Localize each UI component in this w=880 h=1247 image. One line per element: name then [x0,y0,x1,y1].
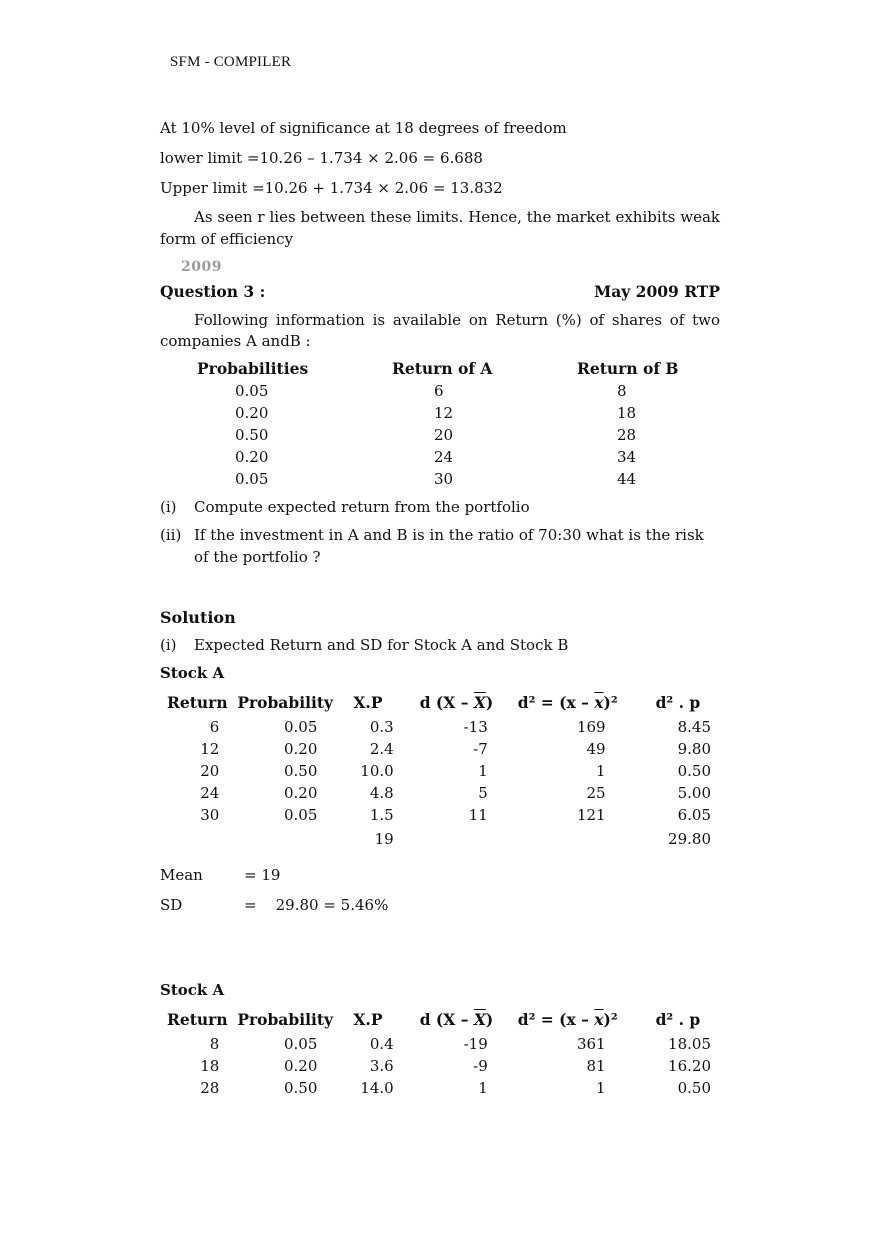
table-cell: 0.50 [677,1079,711,1098]
stock-a-title: Stock A [160,664,225,683]
deviation-close: ) [485,692,494,712]
col-header-xp: X.P [353,1009,383,1029]
table-cell: 2.4 [369,740,394,759]
table-cell: 12 [200,740,220,759]
table-cell: -9 [473,1057,488,1076]
table-cell: -7 [473,740,488,759]
table-cell: 0.50 [284,1079,318,1098]
col-header-deviation [410,689,506,717]
table-cell: 1 [596,1079,606,1098]
table-row [197,403,687,425]
table-cell: 81 [586,1057,606,1076]
table-cell: 14.0 [360,1079,394,1098]
d-squared-close: )² [603,692,618,712]
table-cell: 1 [478,762,488,781]
table-row [197,381,687,403]
table-cell: 12 [434,404,454,423]
item-text: Compute expected return from the portfolio [194,498,530,517]
mean-row [160,865,720,887]
table-cell: 30 [434,470,454,489]
page-content [160,118,720,1100]
table-cell: 25 [586,784,606,803]
table-cell: 6.05 [677,806,711,825]
d-squared-label: d² = (x – [517,1009,595,1029]
col-header-return-b: Return of B [577,358,679,378]
table-cell: 5 [478,784,488,803]
table-cell: 0.05 [235,382,269,401]
table-cell: 49 [586,740,606,759]
table-cell: 0.50 [677,762,711,781]
table-cell: 0.4 [369,1035,394,1054]
intro-paragraph: As seen r lies between these limits. Hence, the market exhibits weak form of efficiency [160,208,720,248]
question-text: Following information is available on Return (%) of shares of two companies A andB : [160,310,720,351]
table-header-row [167,1006,720,1034]
col-header-return: Return [167,1009,228,1029]
stock-b-title: Stock A [160,981,225,1000]
table-cell: 18 [617,404,637,423]
table-cell: 11 [468,806,488,825]
intro-line-2: lower limit =10.26 – 1.734 × 2.06 = 6.688 [160,148,483,167]
table-cell: 0.20 [235,404,269,423]
table-cell: 44 [617,470,637,489]
table-cell: 361 [576,1035,606,1054]
col-header-d-squared-p: d² . p [655,692,701,712]
col-header-d-squared [506,1006,636,1034]
question-item-2 [160,525,720,569]
table-cell: 6 [209,718,220,737]
table-cell: 30 [200,806,220,825]
table-row [167,1056,720,1078]
table-cell: 3.6 [369,1057,394,1076]
col-header-probability: Probability [237,1009,334,1029]
intro-line-3: Upper limit =10.26 + 1.734 × 2.06 = 13.832 [160,178,503,197]
table-header-row [167,689,720,717]
col-header-probability: Probability [237,692,334,712]
mean-value: = 19 [244,865,281,884]
solution-item-1 [160,635,720,657]
item-number: (i) [160,498,177,517]
question-label: Question 3 : [160,282,266,302]
intro-line-1: At 10% level of significance at 18 degrees of freedom [160,119,567,137]
table-cell: 10.0 [360,762,394,781]
col-header-return-a: Return of A [392,358,493,378]
table-total-row [167,827,720,853]
year-tag: 2009 [181,258,222,275]
deviation-close: ) [485,1009,494,1029]
item-number: (i) [160,636,177,655]
table-cell: 0.20 [284,740,318,759]
table-cell: 24 [200,784,220,803]
mean-bar-symbol: $\overline{x}$ [594,1009,604,1029]
table-cell: 6 [434,382,444,401]
table-cell: 121 [576,806,606,825]
table-cell: 20 [200,762,220,781]
table-cell: 1 [596,762,606,781]
mean-bar-symbol: $\overline{X}$ [473,692,486,712]
col-header-return: Return [167,692,228,712]
table-cell: 20 [434,426,454,445]
table-cell: 34 [617,448,637,467]
mean-bar-symbol: $\overline{x}$ [594,692,604,712]
item-number: (ii) [160,525,182,544]
table-cell: 0.20 [284,1057,318,1076]
table-cell: 24 [434,448,454,467]
table-row [167,1034,720,1056]
col-header-d-squared-p: d² . p [655,1009,701,1029]
item-text: Expected Return and SD for Stock A and Stock B [194,636,569,655]
table-row [197,447,687,469]
table-cell: 0.05 [284,718,318,737]
deviation-label: d (X – [419,1009,474,1029]
sd-label: SD [160,895,183,914]
table-cell: 8.45 [677,718,711,737]
sd-row [160,895,720,917]
col-header-deviation [410,1006,506,1034]
table-cell: 8 [209,1035,220,1054]
stock-a-table [167,689,720,853]
table-cell: 28 [200,1079,220,1098]
question-header [160,281,720,303]
table-cell: -13 [463,718,488,737]
table-cell: 0.20 [235,448,269,467]
stock-b-table [167,1006,720,1100]
table-cell: 4.8 [369,784,394,803]
table-cell: 0.05 [284,806,318,825]
d-squared-label: d² = (x – [517,692,595,712]
page-header: SFM - COMPILER [170,54,292,70]
table-cell: 5.00 [677,784,711,803]
table-cell: 0.05 [284,1035,318,1054]
sd-value: = 29.80 = 5.46% [244,895,389,914]
table-cell: 169 [576,718,606,737]
item-text: If the investment in A and B is in the ratio of 70:30 what is the risk of the portfolio ? [194,525,704,566]
mean-label: Mean [160,865,203,884]
table-cell: 18.05 [668,1035,711,1054]
mean-bar-symbol: $\overline{X}$ [473,1009,486,1029]
table-cell: 0.50 [235,426,269,445]
table-row [197,425,687,447]
table-cell: 0.50 [284,762,318,781]
table-row [167,761,720,783]
table-cell: 0.3 [369,718,394,737]
probability-table [197,357,687,491]
d-squared-close: )² [603,1009,618,1029]
deviation-label: d (X – [419,692,474,712]
table-cell: 28 [617,426,637,445]
table-cell: 9.80 [677,740,711,759]
table-row [167,783,720,805]
table-header-row [197,357,687,381]
question-item-1 [160,497,720,519]
table-cell: 8 [617,382,627,401]
table-cell: 16.20 [668,1057,711,1076]
table-cell: 1.5 [369,806,394,825]
total-xp: 19 [374,830,394,849]
table-row [167,717,720,739]
table-row [167,1078,720,1100]
solution-heading: Solution [160,608,236,628]
table-row [167,739,720,761]
col-header-d-squared [506,689,636,717]
question-source: May 2009 RTP [594,282,720,302]
table-cell: 0.20 [284,784,318,803]
table-cell: 18 [200,1057,220,1076]
table-cell: -19 [463,1035,488,1054]
table-cell: 1 [478,1079,488,1098]
col-header-probabilities: Probabilities [197,358,309,378]
total-d2p: 29.80 [668,830,711,849]
table-cell: 0.05 [235,470,269,489]
col-header-xp: X.P [353,692,383,712]
table-row [197,469,687,491]
table-row [167,805,720,827]
